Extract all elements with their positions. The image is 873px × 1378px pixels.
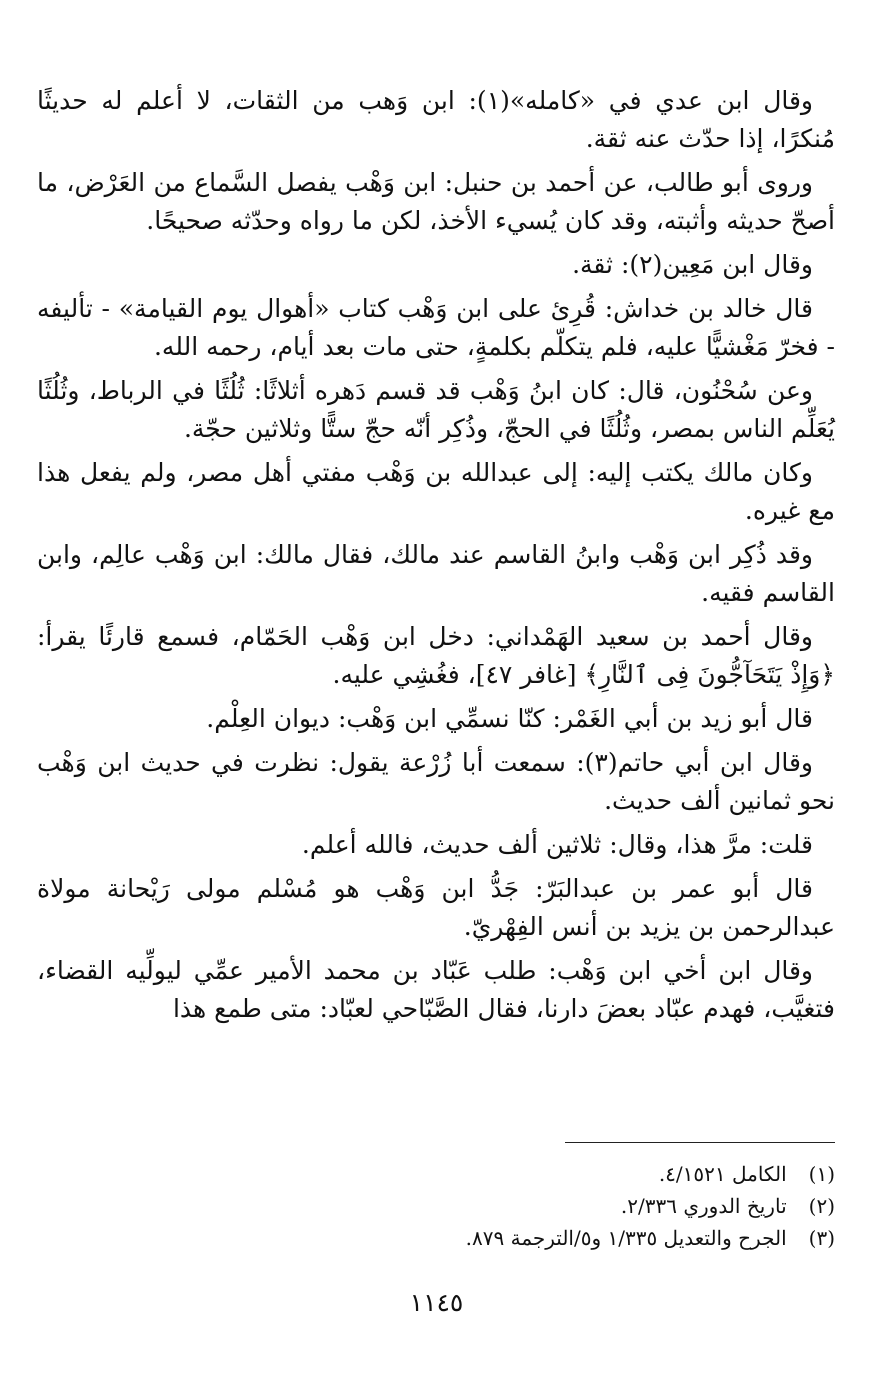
footnote-text: الكامل ٤/١٥٢١. [658, 1162, 787, 1186]
footnote-separator [565, 1142, 835, 1143]
paragraph: وقال ابن عدي في «كامله»(١): ابن وَهب من الثقات، لا أعلم له حديثًا مُنكرًا، إذا حدّث عنه ثقة. [37, 86, 835, 153]
paragraph: قال خالد بن خداش: قُرِئ على ابن وَهْب كتاب «أهوال يوم القيامة» - تأليفه - فخرّ مَغْشيًّا عليه، فلم يتكلّم بكلمةٍ، حتى مات بعد أيام، رحمه الله. [37, 294, 835, 361]
footnote-marker: (٢) [808, 1194, 835, 1218]
book-page [0, 82, 873, 1378]
paragraph: وقال ابن أخي ابن وَهْب: طلب عَبّاد بن محمد الأمير عمِّي ليولِّيه القضاء، فتغيَّب، فهدم عبّاد بعضَ دارنا، فقال الصَّبّاحي لعبّاد: متى طمع هذا [37, 956, 835, 1023]
footnote [37, 1222, 835, 1254]
paragraph: قال أبو زيد بن أبي الغَمْر: كنّا نسمِّي ابن وَهْب: ديوان العِلْم. [206, 704, 813, 733]
paragraph: وكان مالك يكتب إليه: إلى عبدالله بن وَهْب مفتي أهل مصر، ولم يفعل هذا مع غيره. [37, 458, 835, 525]
paragraph: وقد ذُكِر ابن وَهْب وابنُ القاسم عند مالك، فقال مالك: ابن وَهْب عالِم، وابن القاسم فقيه. [37, 540, 835, 607]
footnote-text: تاريخ الدوري ٢/٣٣٦. [620, 1194, 787, 1218]
paragraph: وقال ابن مَعِين(٢): ثقة. [572, 250, 813, 279]
paragraph: قلت: مرَّ هذا، وقال: ثلاثين ألف حديث، فالله أعلم. [301, 830, 813, 859]
footnote-marker: (٣) [808, 1226, 835, 1250]
page-number: ١١٤٥ [409, 1288, 464, 1317]
main-text [37, 82, 835, 1034]
paragraph: وقال ابن أبي حاتم(٣): سمعت أبا زُرْعة يقول: نظرت في حديث ابن وَهْب نحو ثمانين ألف حديث. [37, 748, 835, 815]
paragraph: وقال أحمد بن سعيد الهَمْداني: دخل ابن وَهْب الحَمّام، فسمع قارئًا يقرأ: ﴿وَإِذْ يَتَحَآجُّونَ فِى ٱلنَّارِ﴾ [غافر ٤٧]، فغُشِي عليه. [37, 622, 835, 689]
footnotes [37, 1158, 835, 1254]
paragraph: وروى أبو طالب، عن أحمد بن حنبل: ابن وَهْب يفصل السَّماع من العَرْض، ما أصحّ حديثه وأثبته، وقد كان يُسيء الأخذ، لكن ما رواه وحدّثه صحيحًا. [37, 168, 835, 235]
footnote-marker: (١) [808, 1162, 835, 1186]
paragraph: قال أبو عمر بن عبدالبَرّ: جَدُّ ابن وَهْب هو مُسْلم مولى رَيْحانة مولاة عبدالرحمن بن يزيد بن أنس الفِهْريّ. [37, 874, 835, 941]
paragraph: وعن سُحْنُون، قال: كان ابنُ وَهْب قد قسم دَهره أثلاثًا: ثُلُثًا في الرباط، وثُلُثًا يُعَلِّم الناس بمصر، وثُلُثًا في الحجّ، وذُكِر أنّه حجّ ستًّا وثلاثين حجّة. [37, 376, 835, 443]
footnote [37, 1158, 835, 1190]
footnote [37, 1190, 835, 1222]
footnote-text: الجرح والتعديل ١/٣٣٥ و٥/الترجمة ٨٧٩. [465, 1226, 787, 1250]
